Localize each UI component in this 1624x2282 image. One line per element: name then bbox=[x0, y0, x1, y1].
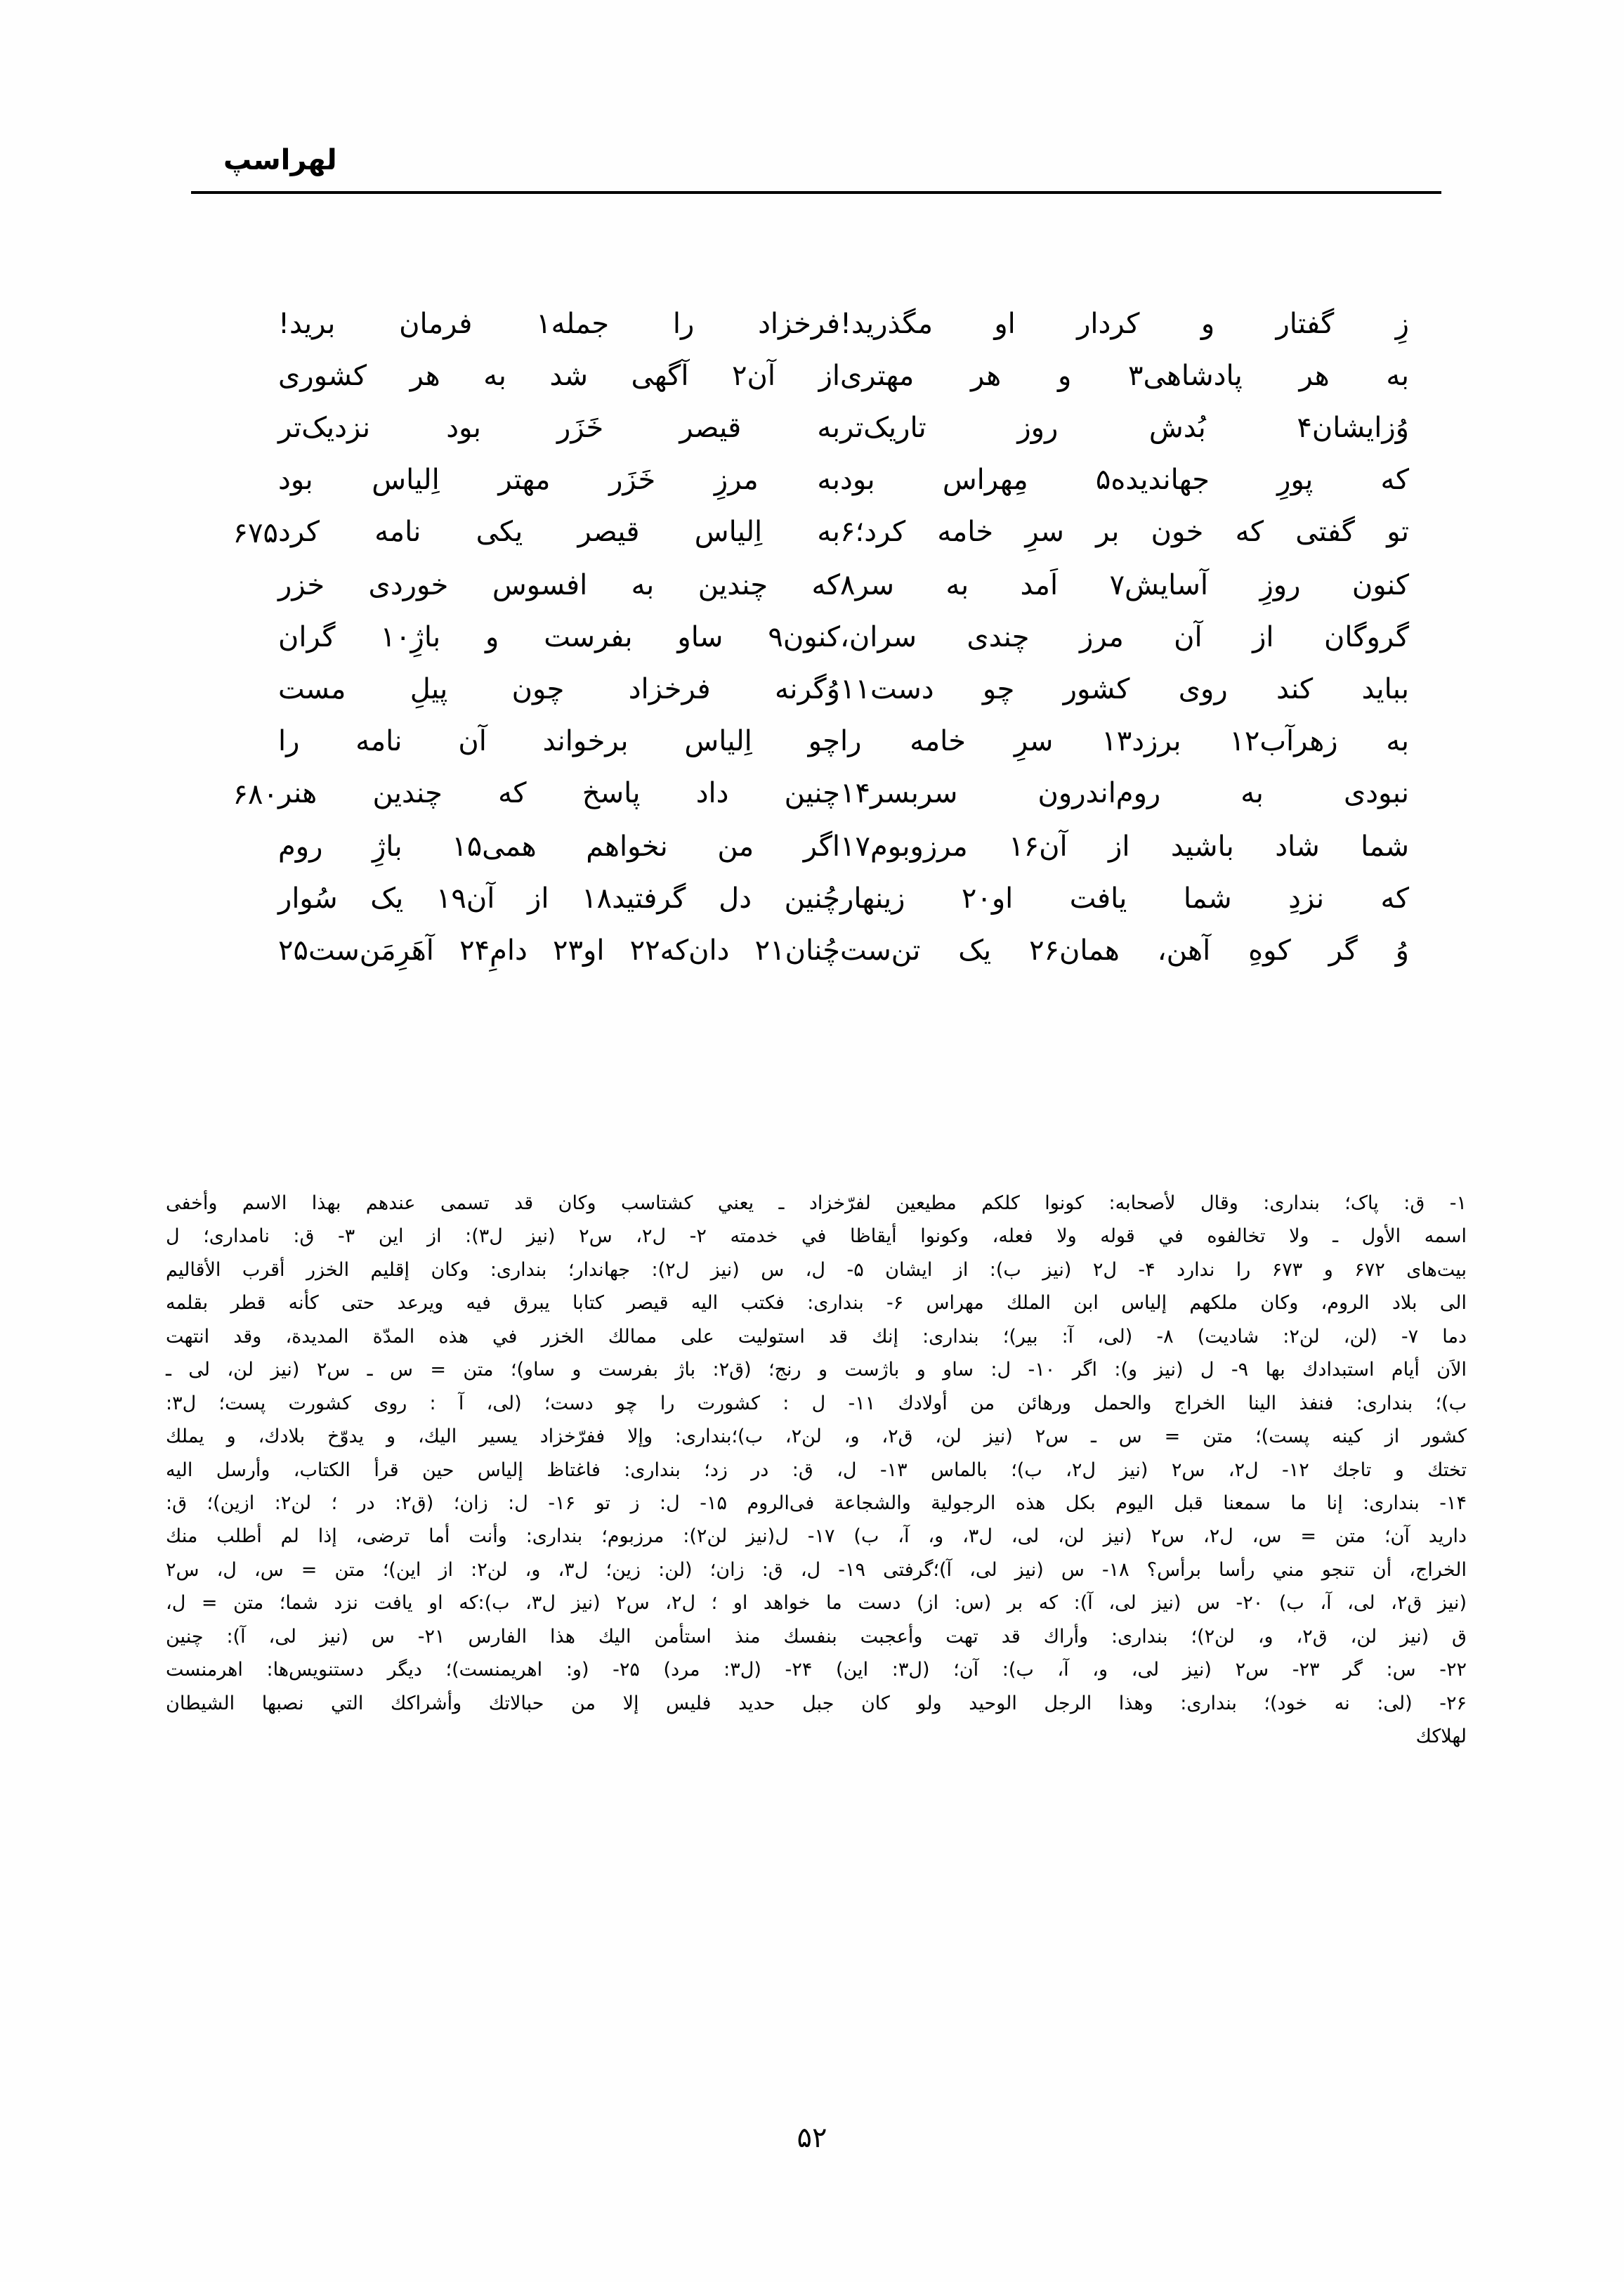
apparatus-line: داريد آن؛ متن = س، ل٢، س٢ (نيز لن، لى، ل٣، و، آ، ب) ١٧- ل(نيز لن٢): مرزبوم؛ بنداری: وأنت أما ترضى، إذا لم أطلب منك bbox=[166, 1525, 1467, 1548]
apparatus-line: (نيز ق٢، لى، آ، ب) ٢٠- س (نيز لى، آ): كه بر (س: از) دست ما خواهد او ؛ ل٢، س٢ (نيز ل٣، ب):كه او يافت نزد شما؛ متن = ل، bbox=[166, 1592, 1467, 1615]
verse-number bbox=[211, 719, 278, 721]
critical-apparatus bbox=[166, 1187, 1467, 1754]
hemistich-second: که پورِ جهاندیده۵ مِهراس بود bbox=[840, 464, 1409, 496]
hemistich-first: که چندین به افسوس خوردی خزر bbox=[278, 569, 840, 601]
verse-row bbox=[211, 406, 1447, 450]
hemistich-second: گروگان از آن مرز چندی سران، bbox=[840, 621, 1409, 653]
verse-block bbox=[211, 302, 1447, 981]
verse-number: ۶۸۰ bbox=[233, 778, 278, 811]
verse-row bbox=[211, 825, 1447, 868]
apparatus-line: الخراج، أن تنجو مني رأسا برأس؟ ١٨- س (نيز لى، آ)؛گرفتى ١٩- ل، ق: زان؛ (لن: زين؛ ل٣، و، لن٢: از اين)؛ متن = س، ل، س٢ bbox=[166, 1558, 1467, 1581]
hemistich-first: چُنان٢١ دان‌که٢٢ او٢٣ دامِ٢۴ آهَرِمَن‌ست٢۵ bbox=[278, 934, 840, 967]
verse-row bbox=[211, 615, 1447, 659]
verse-number bbox=[211, 563, 278, 565]
verse-row bbox=[211, 302, 1447, 346]
apparatus-line: کشور از کینه پست)؛ متن = س ـ س٢ (نيز لن، ق٢، و، لن٢، ب)؛بنداری: وإلا ففرّخزاد يسير اليك، و يدوّخ بلادك، و يملك bbox=[166, 1426, 1467, 1448]
apparatus-line: اسمه الأول ـ ولا تخالفوه في قوله ولا فعله، وكونوا أيقاظا في خدمته ٢- ل٢، س٢ (نيز ل٣): از اين ٣- ق: نامداری؛ ل bbox=[166, 1225, 1467, 1248]
hemistich-first: کنون٩ ساو بفرست و باژِ١٠ گران bbox=[278, 621, 841, 653]
hemistich-first: چو اِلیاس برخواند آن نامه را bbox=[278, 725, 840, 757]
hemistich-second: تو گفتی که خون بر سرِ خامه کرد؛۶ bbox=[840, 516, 1409, 548]
hemistich-first: فرخزاد را جمله١ فرمان برید! bbox=[278, 308, 840, 340]
hemistich-second: شما شاد باشید از آن١۶ مرزوبوم١٧ bbox=[840, 830, 1410, 863]
hemistich-first: از آن٢ آگهی شد به هر کشوری bbox=[278, 360, 840, 392]
verse-row bbox=[211, 354, 1447, 398]
hemistich-second: زِ گفتار و کردار او مگذرید! bbox=[840, 308, 1409, 340]
hemistich-first: چُنین دل گرفتید١٨ از آن١٩ یک سُوار bbox=[278, 882, 840, 915]
apparatus-line: الى بلاد الروم، وكان ملكهم إلياس ابن الملك مهراس ۶- بنداری: فكتب اليه قيصر كتابا يبرق فيه ويرعد حتى كأنه قطر بقلمه bbox=[166, 1292, 1467, 1315]
verse-row bbox=[211, 771, 1447, 816]
verse-row bbox=[211, 458, 1447, 502]
verse-row bbox=[211, 719, 1447, 763]
apparatus-line: لهلاكك bbox=[1415, 1726, 1467, 1747]
hemistich-second: به هر پادشاهی٣ و هر مهتری bbox=[840, 360, 1409, 392]
verse-number bbox=[211, 458, 278, 459]
hemistich-first: وُگرنه فرخزاد چون پیلِ مست bbox=[278, 673, 840, 705]
apparatus-line: ب)؛ بنداری: فنفذ الينا الخراج والحمل ورهائن من أولادك ١١- ل : كشورت را چو دست؛ (لى، آ : روی کشورت پست؛ ل٣: bbox=[166, 1392, 1467, 1414]
folio-number: ۵۲ bbox=[797, 2122, 827, 2154]
verse-row bbox=[211, 929, 1447, 972]
verse-number: ۶۷۵ bbox=[233, 517, 278, 549]
hemistich-second: که نزدِ شما یافت او٢٠ زینهار bbox=[840, 882, 1409, 915]
verse-number bbox=[211, 354, 278, 356]
verse-number bbox=[211, 825, 278, 826]
verse-number bbox=[211, 929, 278, 930]
hemistich-first: به مرزِ خَزَر مهتر اِلیاس بود bbox=[278, 464, 840, 496]
header-rule-divider bbox=[191, 191, 1441, 194]
apparatus-line: تختك و تاجك ١٢- ل٢، س٢ (نيز ل٢، ب)؛ بالماس ١٣- ل، ق: در زد؛ بنداری: فاغتاظ إلياس حين قرأ الكتاب، وأرسل اليه bbox=[166, 1459, 1467, 1481]
hemistich-second: به زهرآب١٢ برزد١٣ سرِ خامه را bbox=[840, 725, 1410, 757]
verse-row bbox=[211, 510, 1447, 555]
verse-row bbox=[211, 563, 1447, 607]
hemistich-first: به اِلیاس قیصر یکی نامه کرد bbox=[278, 516, 840, 548]
running-head-title: لهراسپ bbox=[223, 144, 337, 176]
verse-row bbox=[211, 877, 1447, 920]
apparatus-line: ٢٢- س: گر ٢٣- س٢ (نيز لى، و، آ، ب): آن؛ (ل٣: این) ٢۴- (ل٣: مرد) ٢۵- (و: اهريمنست)؛ ديگر دستنويس‌ها: اهرمنست bbox=[166, 1659, 1467, 1681]
apparatus-line: الاَن أيام استبدادك بها ٩- ل (نيز و): اگر ١٠- ل: ساو و باژست و رنج؛ (ق٢: باژ بفرست و ساو)؛ متن = س ـ س٢ (نيز لن، لى ـ bbox=[166, 1359, 1467, 1381]
apparatus-line: ١۴- بنداری: إنا ما سمعنا قبل اليوم بكل هذه الرجولية والشجاعة فى‌الروم ١۵- ل: ز تو ١۶- ل: زان؛ (ق٢: در ؛ لن٢: ازين)؛ ق: bbox=[166, 1492, 1467, 1514]
hemistich-first: چنین داد پاسخ که چندین هنر bbox=[278, 777, 840, 809]
verse-row bbox=[211, 667, 1447, 711]
apparatus-line: بیت‌های ۶٧٢ و ۶٧٣ را ندارد ۴- ل٢ (نيز ب): از ايشان ۵- ل، س (نيز ل٢): جهاندار؛ بنداری: وكان إقليم الخزر أقرب الأقاليم bbox=[166, 1258, 1467, 1281]
verse-number bbox=[211, 406, 278, 408]
hemistich-first: به قیصر خَزَر بود نزدیک‌تر bbox=[278, 412, 840, 444]
apparatus-line: ق (نيز لن، ق٢، و، لن٢)؛ بنداری: وأراك قد تهت وأعجبت بنفسك منذ استأمن اليك هذا الفارس ٢١- س (نيز لى، آ): چنين bbox=[166, 1625, 1467, 1648]
verse-number bbox=[211, 302, 278, 304]
hemistich-first: اگر من نخواهم همی١۵ باژِ روم bbox=[278, 830, 841, 863]
hemistich-second: کنون روزِ آسایش٧ اَمد به سر٨ bbox=[840, 569, 1410, 601]
apparatus-line: ٢۶- (لى: نه خود)؛ بنداری: وهذا الرجل الوحيد ولو كان جبل حديد فليس إلا من حبالاتك وأشراكك التي نصبها الشيطان bbox=[166, 1692, 1467, 1714]
verse-number bbox=[211, 615, 278, 617]
hemistich-second: وُ گر کوهِ آهن، همان٢۶ یک تن‌ست bbox=[840, 934, 1409, 967]
verse-number bbox=[211, 667, 278, 669]
hemistich-second: نبودی به روم‌اندرون سربسر١۴ bbox=[840, 777, 1409, 809]
running-head bbox=[181, 146, 1443, 174]
verse-number bbox=[211, 877, 278, 878]
hemistich-second: وُزایشان۴ بُدش روز تاریک‌تر bbox=[840, 412, 1409, 444]
apparatus-line: ١- ق: پاک؛ بنداری: وقال لأصحابه: كونوا كلكم مطيعين لفرّخزاد ـ يعني كشتاسب وكان قد تسمى عندهم بهذا الاسم وأخفى bbox=[166, 1192, 1467, 1214]
apparatus-line: دما ٧- (لن، لن٢: شاديت) ٨- (لى، آ: بير)؛ بنداری: إنك قد استوليت على ممالك الخزر في هذه المدّة المديدة، وقد انتهت bbox=[166, 1325, 1467, 1348]
hemistich-second: بباید کند روی کشور چو دست١١ bbox=[840, 673, 1409, 705]
